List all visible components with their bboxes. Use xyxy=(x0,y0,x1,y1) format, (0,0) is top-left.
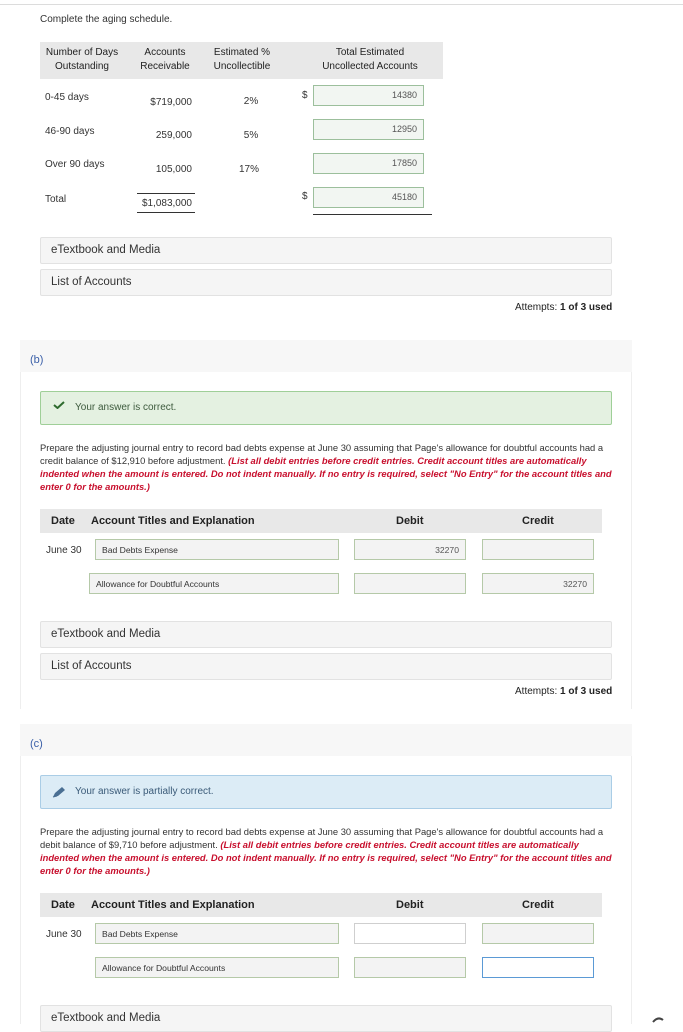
total-rule xyxy=(137,193,195,194)
journal-header: Date Account Titles and Explanation Debit Credit xyxy=(40,509,602,533)
account-select[interactable]: Bad Debts Expense xyxy=(95,539,339,560)
row-label: 0-45 days xyxy=(45,92,89,103)
credit-field[interactable]: 32270 xyxy=(482,573,594,594)
part-b-header xyxy=(20,340,632,372)
etextbook-link[interactable]: eTextbook and Media xyxy=(40,237,612,264)
aging-prompt: Complete the aging schedule. xyxy=(40,14,173,25)
debit-field[interactable] xyxy=(354,573,466,594)
top-border xyxy=(0,0,683,5)
credit-field[interactable] xyxy=(482,923,594,944)
answer-field-total[interactable]: 45180 xyxy=(313,187,424,208)
credit-field-focused[interactable] xyxy=(482,957,594,978)
total-receivable: $1,083,000 xyxy=(141,198,192,209)
part-c-header xyxy=(20,724,632,756)
journal-header: Date Account Titles and Explanation Debit Credit xyxy=(40,893,602,917)
credit-field[interactable] xyxy=(482,539,594,560)
part-c-letter: (c) xyxy=(30,738,43,750)
row-receivable: 259,000 xyxy=(155,130,192,141)
entry-date: June 30 xyxy=(46,545,82,556)
attempts-counter: Attempts: 1 of 3 used xyxy=(515,686,613,697)
row-pct: 2% xyxy=(243,96,259,107)
scroll-arrow-icon[interactable] xyxy=(651,1010,665,1024)
pencil-icon xyxy=(52,786,66,798)
header-days: Number of Days Outstanding xyxy=(45,47,119,72)
etextbook-link[interactable]: eTextbook and Media xyxy=(40,621,612,648)
row-dollar: $ xyxy=(302,191,308,202)
header-receivable: Accounts Receivable xyxy=(140,47,190,72)
attempts-counter: Attempts: 1 of 3 used xyxy=(515,302,613,313)
status-correct: Your answer is correct. xyxy=(40,391,612,425)
part-c-instructions: Prepare the adjusting journal entry to record bad debts expense at June 30 assuming that Page's allowance for doubtful accounts had a debit balance of $9,710 before adjustment. (List all debit entries before credit entries. Credit account titles are automatically indented when the amount is entered. Do not indent manually. If no entry is required, select "No Entry" for the account titles and enter 0 for the amounts.) xyxy=(40,826,612,876)
row-label: Over 90 days xyxy=(45,159,105,170)
etextbook-link[interactable]: eTextbook and Media xyxy=(40,1005,612,1032)
account-select[interactable]: Allowance for Doubtful Accounts xyxy=(89,573,339,594)
answer-field-over-90[interactable]: 17850 xyxy=(313,153,424,174)
account-select[interactable]: Bad Debts Expense xyxy=(95,923,339,944)
part-b-letter: (b) xyxy=(30,354,44,366)
row-dollar: $ xyxy=(302,90,308,101)
list-of-accounts-link[interactable]: List of Accounts xyxy=(40,269,612,296)
header-total: Total Estimated Uncollected Accounts xyxy=(322,47,418,72)
header-pct: Estimated % Uncollectible xyxy=(213,47,271,72)
row-label: 46-90 days xyxy=(45,126,95,137)
answer-field-46-90[interactable]: 12950 xyxy=(313,119,424,140)
part-b-instructions: Prepare the adjusting journal entry to record bad debts expense at June 30 assuming that Page's allowance for doubtful accounts had a credit balance of $12,910 before adjustment. (List all debit entries before credit entries. Credit account titles are automatically indented when the amount is entered. Do not indent manually. If no entry is required, select "No Entry" for the account titles and enter 0 for the amounts.) xyxy=(40,442,612,492)
row-receivable: $719,000 xyxy=(150,97,192,108)
row-receivable: 105,000 xyxy=(155,164,192,175)
check-icon xyxy=(53,401,65,409)
status-partial: Your answer is partially correct. xyxy=(40,775,612,809)
debit-field[interactable]: 32270 xyxy=(354,539,466,560)
total-double-rule xyxy=(137,212,195,213)
row-pct: 17% xyxy=(238,164,259,175)
debit-field[interactable] xyxy=(354,957,466,978)
answer-field-0-45[interactable]: 14380 xyxy=(313,85,424,106)
row-pct: 5% xyxy=(243,130,259,141)
total-answer-rule xyxy=(313,214,432,215)
list-of-accounts-link[interactable]: List of Accounts xyxy=(40,653,612,680)
debit-field[interactable] xyxy=(354,923,466,944)
row-label: Total xyxy=(45,194,67,205)
account-select[interactable]: Allowance for Doubtful Accounts xyxy=(95,957,339,978)
entry-date: June 30 xyxy=(46,929,82,940)
